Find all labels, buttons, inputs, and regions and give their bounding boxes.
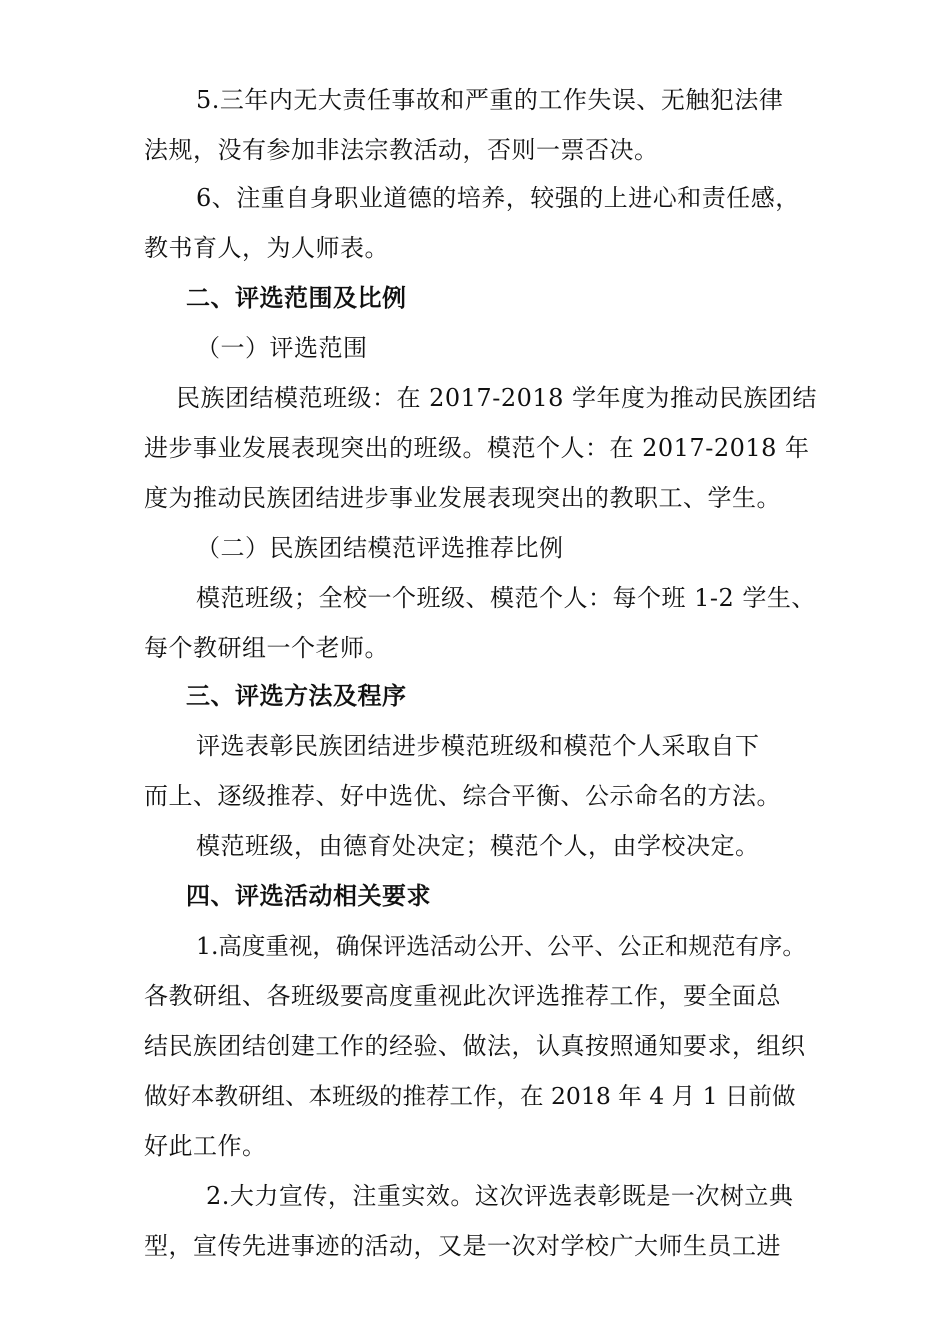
section-heading: 三、评选方法及程序 — [186, 681, 407, 710]
text-line: 型，宣传先进事迹的活动，又是一次对学校广大师生员工进 — [144, 1232, 781, 1260]
text-line: 好此工作。 — [144, 1132, 267, 1160]
text-line: 民族团结模范班级：在 2017-2018 学年度为推动民族团结 — [176, 384, 818, 412]
text-line: 模范班级；全校一个班级、模范个人：每个班 1-2 学生、 — [196, 584, 816, 612]
text-line: 评选表彰民族团结进步模范班级和模范个人采取自下 — [196, 732, 760, 760]
subsection-heading: （一）评选范围 — [196, 334, 368, 362]
text-line: 教书育人，为人师表。 — [144, 234, 389, 262]
text-line: 1.高度重视，确保评选活动公开、公平、公正和规范有序。 — [196, 932, 806, 960]
text-line: 做好本教研组、本班级的推荐工作，在 2018 年 4 月 1 日前做 — [144, 1082, 796, 1110]
text-line: 模范班级，由德育处决定；模范个人，由学校决定。 — [196, 832, 760, 860]
section-heading: 四、评选活动相关要求 — [186, 881, 431, 910]
text-line: 法规，没有参加非法宗教活动，否则一票否决。 — [144, 136, 659, 164]
subsection-heading: （二）民族团结模范评选推荐比例 — [196, 534, 564, 562]
text-line: 各教研组、各班级要高度重视此次评选推荐工作，要全面总 — [144, 982, 781, 1010]
text-line: 度为推动民族团结进步事业发展表现突出的教职工、学生。 — [144, 484, 781, 512]
text-line: 2.大力宣传，注重实效。这次评选表彰既是一次树立典 — [206, 1182, 794, 1210]
text-line: 6、注重自身职业道德的培养，较强的上进心和责任感， — [196, 184, 800, 212]
section-heading: 二、评选范围及比例 — [186, 283, 407, 312]
text-line: 5.三年内无大责任事故和严重的工作失误、无触犯法律 — [196, 86, 784, 114]
text-line: 而上、逐级推荐、好中选优、综合平衡、公示命名的方法。 — [144, 782, 781, 810]
text-line: 结民族团结创建工作的经验、做法，认真按照通知要求，组织 — [144, 1032, 806, 1060]
text-line: 每个教研组一个老师。 — [144, 634, 389, 662]
text-line: 进步事业发展表现突出的班级。模范个人：在 2017-2018 年 — [144, 434, 810, 462]
